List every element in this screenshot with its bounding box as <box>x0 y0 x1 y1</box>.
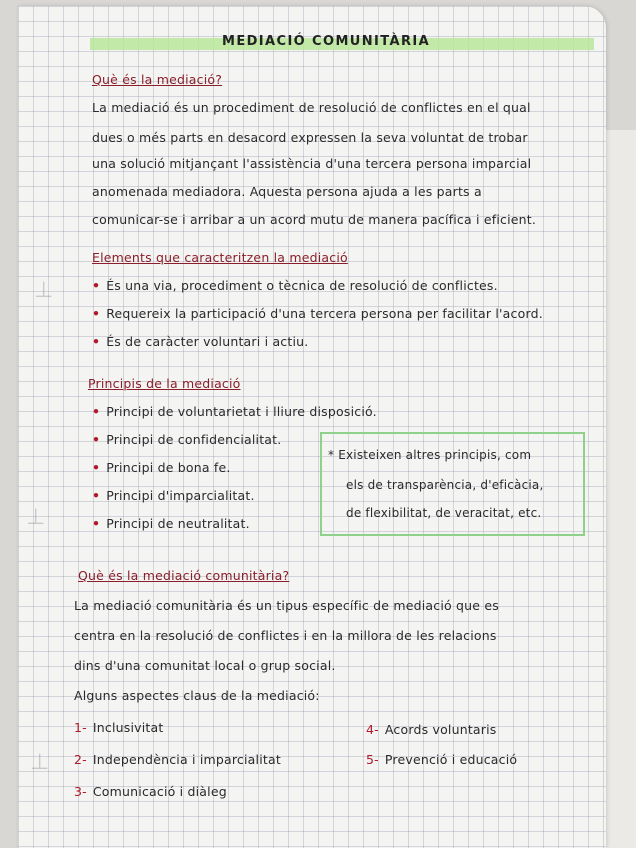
list-item: • Principi de neutralitat. <box>92 516 250 531</box>
list-item: • És una via, procediment o tècnica de resolució de conflictes. <box>92 278 498 293</box>
bullet-icon: • <box>92 432 101 447</box>
list-item: • És de caràcter voluntari i actiu. <box>92 334 309 349</box>
list-item: • Requereix la participació d'una tercera persona per facilitar l'acord. <box>92 306 543 321</box>
section-heading-principles: Principis de la mediació <box>88 376 241 391</box>
list-item: • Principi de voluntarietat i lliure disposició. <box>92 404 377 419</box>
section-heading-community-mediation: Què és la mediació comunitària? <box>78 568 290 583</box>
note-line: * Existeixen altres principis, com <box>328 448 532 462</box>
note-line: els de transparència, d'eficàcia, <box>346 478 544 492</box>
paragraph-line: anomenada mediadora. Aquesta persona ajuda a les parts a <box>92 184 482 199</box>
page-title: MEDIACIÓ COMUNITÀRIA <box>222 34 431 49</box>
paragraph-line: La mediació comunitària és un tipus específic de mediació que es <box>74 598 499 613</box>
margin-mark: ⊥ <box>30 750 50 775</box>
list-item: • Principi de bona fe. <box>92 460 231 475</box>
bullet-icon: • <box>92 334 101 349</box>
aspect-item: 1- Inclusivitat <box>74 720 164 735</box>
list-item: • Principi de confidencialitat. <box>92 432 282 447</box>
paragraph-line: centra en la resolució de conflictes i en la millora de les relacions <box>74 628 497 643</box>
note-line: de flexibilitat, de veracitat, etc. <box>346 506 542 520</box>
section-heading-elements: Elements que caracteritzen la mediació <box>92 250 348 265</box>
aspects-intro: Alguns aspectes claus de la mediació: <box>74 688 320 703</box>
section-heading-what-is-mediation: Què és la mediació? <box>92 72 223 87</box>
bullet-icon: • <box>92 460 101 475</box>
aspect-item: 3- Comunicació i diàleg <box>74 784 227 799</box>
margin-mark: ⊥ <box>34 278 54 303</box>
bullet-icon: • <box>92 306 101 321</box>
paragraph-line: comunicar-se i arribar a un acord mutu de manera pacífica i eficient. <box>92 212 537 227</box>
list-item: • Principi d'imparcialitat. <box>92 488 255 503</box>
aspect-item: 4- Acords voluntaris <box>366 722 497 737</box>
bullet-icon: • <box>92 278 101 293</box>
paragraph-line: La mediació és un procediment de resolució de conflictes en el qual <box>92 100 531 115</box>
bullet-icon: • <box>92 516 101 531</box>
paragraph-line: dins d'una comunitat local o grup social. <box>74 658 336 673</box>
paragraph-line: dues o més parts en desacord expressen la seva voluntat de trobar <box>92 130 528 145</box>
bullet-icon: • <box>92 404 101 419</box>
margin-mark: ⊥ <box>26 505 46 530</box>
bullet-icon: • <box>92 488 101 503</box>
paragraph-line: una solució mitjançant l'assistència d'una tercera persona imparcial <box>92 156 532 171</box>
aspect-item: 2- Independència i imparcialitat <box>74 752 281 767</box>
aspect-item: 5- Prevenció i educació <box>366 752 518 767</box>
